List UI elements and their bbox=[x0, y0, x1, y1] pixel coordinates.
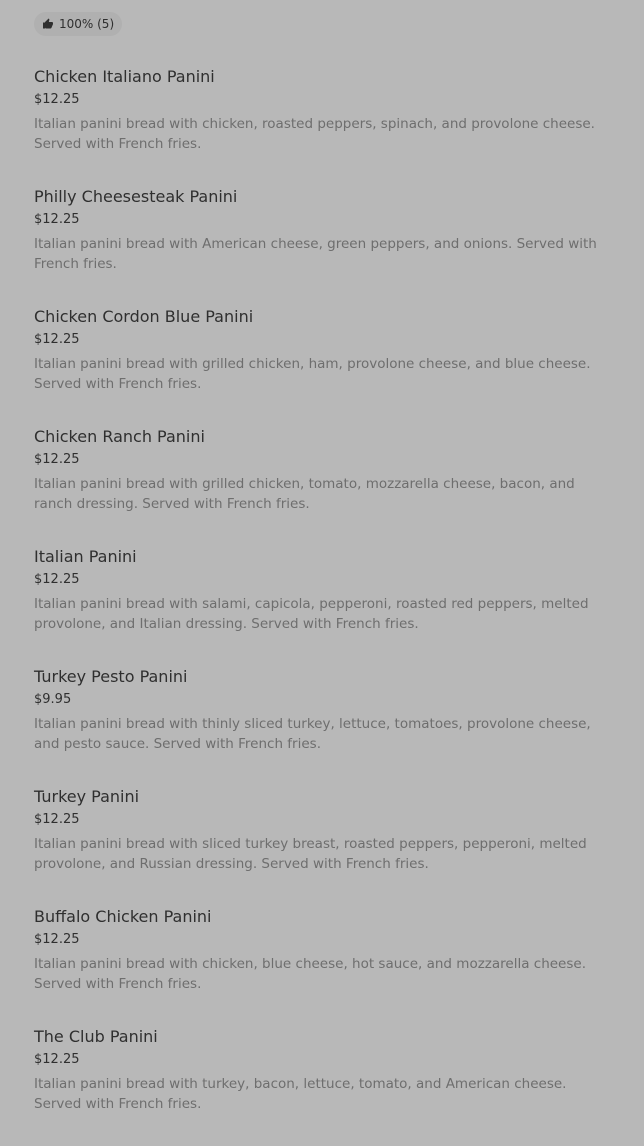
menu-item-price: $12.25 bbox=[34, 1052, 80, 1067]
menu-item-description: Italian panini bread with chicken, roasted peppers, spinach, and provolone cheese. Served with French fries. bbox=[34, 116, 595, 152]
menu-item-price: $12.25 bbox=[34, 932, 80, 947]
menu-item-name: Turkey Panini bbox=[34, 787, 140, 806]
rating-text: 100% (5) bbox=[59, 17, 115, 31]
menu-item-price: $12.25 bbox=[34, 812, 80, 827]
menu-item-name: Turkey Pesto Panini bbox=[34, 667, 188, 686]
menu-item-description: Italian panini bread with grilled chicken, ham, provolone cheese, and blue cheese. Served with French fries. bbox=[34, 356, 591, 392]
menu-item-price: $12.25 bbox=[34, 452, 80, 467]
menu-item-price: $12.25 bbox=[34, 212, 80, 227]
menu-item[interactable] bbox=[34, 1026, 610, 1146]
menu-item-name: Italian Panini bbox=[34, 547, 137, 566]
menu-item-description: Italian panini bread with American cheese, green peppers, and onions. Served with French fries. bbox=[34, 236, 597, 272]
menu-item-price: $9.95 bbox=[34, 692, 72, 707]
menu-item[interactable] bbox=[34, 666, 610, 786]
menu-item-price: $12.25 bbox=[34, 92, 80, 107]
menu-item[interactable] bbox=[34, 546, 610, 666]
menu-item[interactable] bbox=[34, 66, 610, 186]
menu-item[interactable] bbox=[34, 426, 610, 546]
menu-item[interactable] bbox=[34, 306, 610, 426]
menu-item-name: Philly Cheesesteak Panini bbox=[34, 187, 238, 206]
menu-item[interactable] bbox=[34, 906, 610, 1026]
menu-item-price: $12.25 bbox=[34, 572, 80, 587]
menu-item-name: Chicken Italiano Panini bbox=[34, 67, 215, 86]
menu-section bbox=[34, 12, 610, 1146]
menu-item-name: The Club Panini bbox=[34, 1027, 158, 1046]
menu-item[interactable] bbox=[34, 786, 610, 906]
menu-item-name: Chicken Cordon Blue Panini bbox=[34, 307, 254, 326]
menu-item-description: Italian panini bread with sliced turkey breast, roasted peppers, pepperoni, melted provolone, and Russian dressing. Served with French fries. bbox=[34, 836, 587, 872]
menu-item-price: $12.25 bbox=[34, 332, 80, 347]
thumbs-up-icon bbox=[42, 18, 54, 30]
menu-item-description: Italian panini bread with turkey, bacon, lettuce, tomato, and American cheese. Served with French fries. bbox=[34, 1076, 567, 1112]
menu-item-name: Chicken Ranch Panini bbox=[34, 427, 205, 446]
menu-item-description: Italian panini bread with salami, capicola, pepperoni, roasted red peppers, melted provolone, and Italian dressing. Served with French fries. bbox=[34, 596, 589, 632]
rating-badge bbox=[34, 12, 122, 36]
menu-item-description: Italian panini bread with thinly sliced turkey, lettuce, tomatoes, provolone cheese, and pesto sauce. Served with French fries. bbox=[34, 716, 591, 752]
menu-item-name: Buffalo Chicken Panini bbox=[34, 907, 212, 926]
menu-item-description: Italian panini bread with grilled chicken, tomato, mozzarella cheese, bacon, and ranch dressing. Served with French fries. bbox=[34, 476, 575, 512]
menu-item[interactable] bbox=[34, 186, 610, 306]
menu-item-description: Italian panini bread with chicken, blue cheese, hot sauce, and mozzarella cheese. Served with French fries. bbox=[34, 956, 586, 992]
menu-list bbox=[34, 66, 610, 1146]
